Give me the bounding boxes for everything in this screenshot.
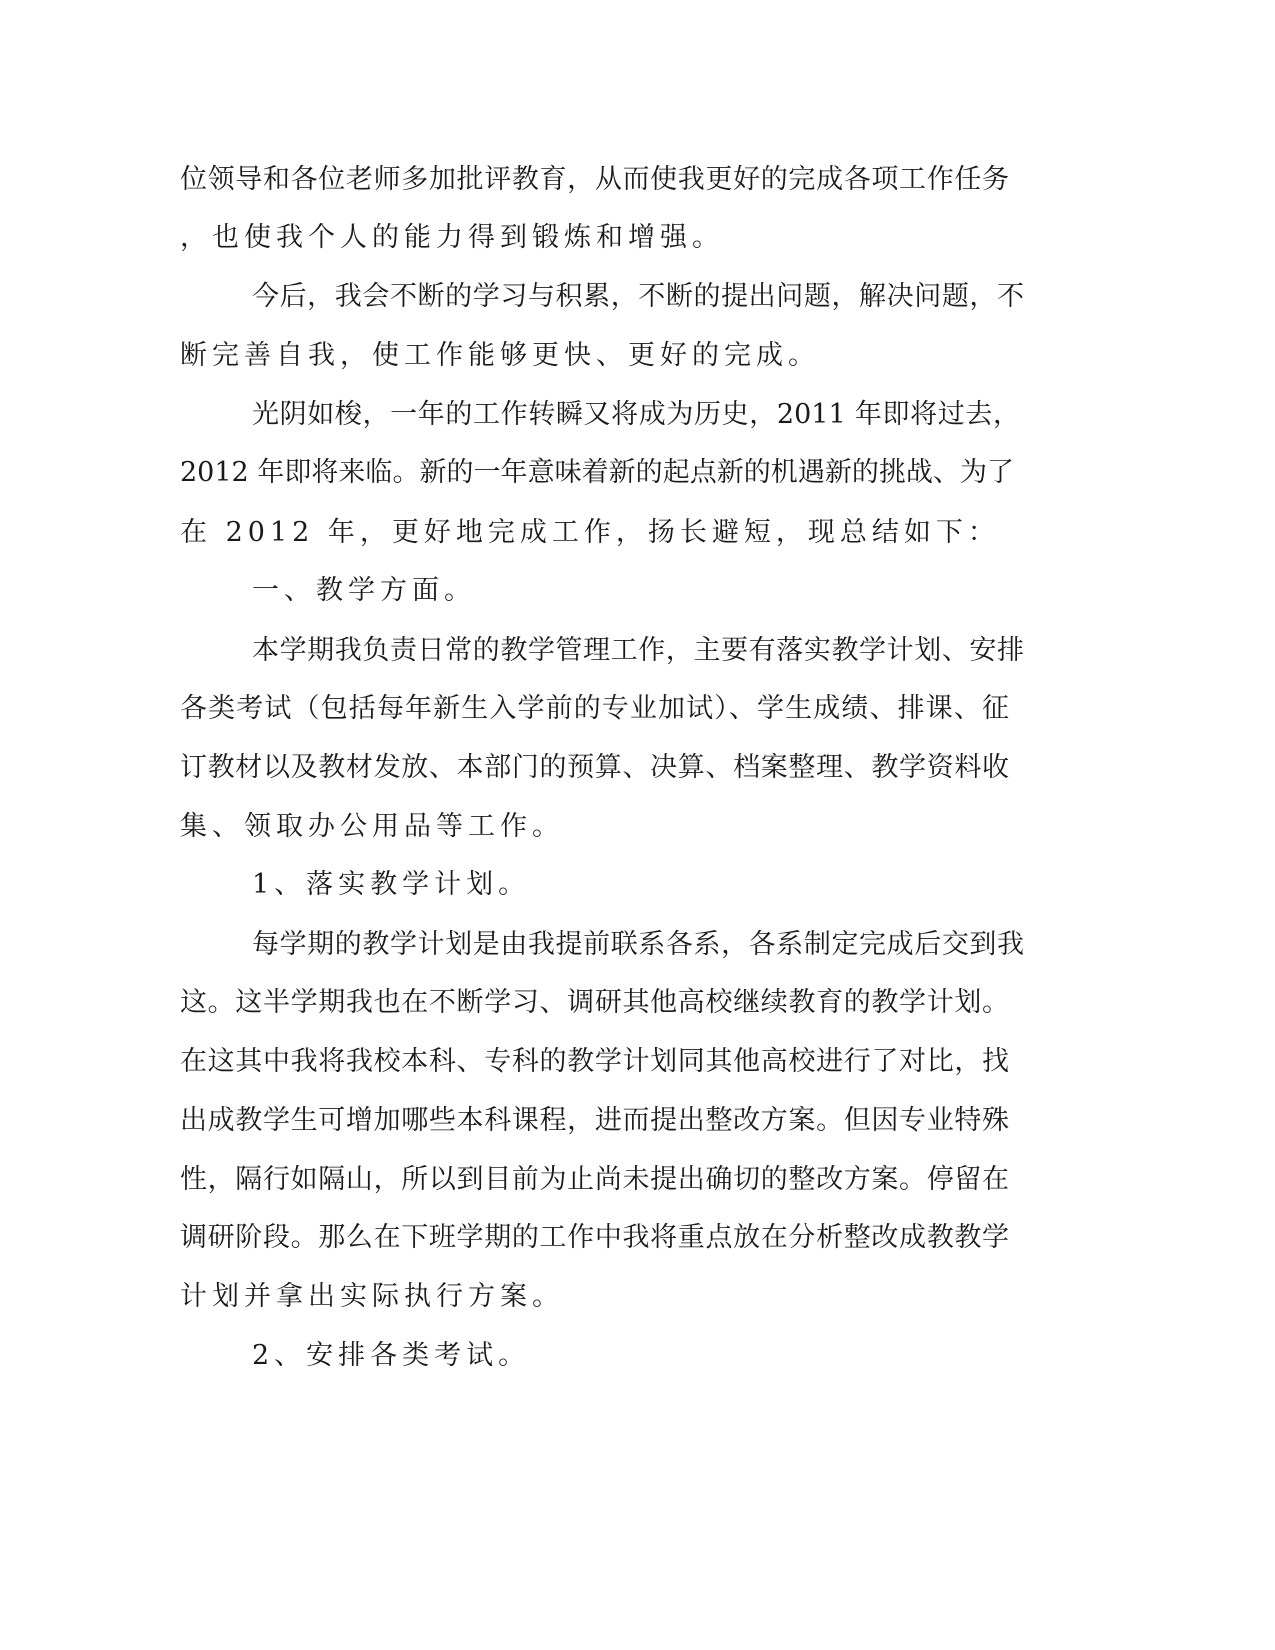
paragraph-text: 断完善自我，使工作能够更快、更好的完成。 xyxy=(180,340,820,371)
text-line xyxy=(0,1042,1275,1082)
text-line xyxy=(0,748,1275,788)
text-line xyxy=(0,513,1275,553)
paragraph-text: 每学期的教学计划是由我提前联系各系，各系制定完成后交到我 xyxy=(252,929,1024,960)
text-line xyxy=(0,453,1275,493)
section-heading: 一、教学方面。 xyxy=(252,575,476,606)
text-line xyxy=(0,983,1275,1023)
text-line xyxy=(0,1277,1275,1317)
paragraph-text: 这。这半学期我也在不断学习、调研其他高校继续教育的教学计划。 xyxy=(180,987,1009,1018)
subsection-heading: 1、落实教学计划。 xyxy=(252,869,531,900)
text-line xyxy=(0,160,1275,200)
paragraph-text: 在这其中我将我校本科、专科的教学计划同其他高校进行了对比，找 xyxy=(180,1046,1009,1077)
paragraph-text: 性，隔行如隔山，所以到目前为止尚未提出确切的整改方案。停留在 xyxy=(180,1164,1009,1195)
paragraph-text: 各类考试（包括每年新生入学前的专业加试）、学生成绩、排课、征 xyxy=(180,693,1009,724)
text-line xyxy=(0,277,1275,317)
paragraph-text: 调研阶段。那么在下班学期的工作中我将重点放在分析整改成教教学 xyxy=(180,1222,1009,1253)
paragraph-text: 出成教学生可增加哪些本科课程，进而提出整改方案。但因专业特殊 xyxy=(180,1105,1009,1136)
text-line xyxy=(0,1101,1275,1141)
text-line xyxy=(0,689,1275,729)
text-line xyxy=(0,218,1275,258)
text-line xyxy=(0,1336,1275,1376)
text-line xyxy=(0,1218,1275,1258)
text-line xyxy=(0,631,1275,671)
text-line xyxy=(0,865,1275,905)
paragraph-text: 位领导和各位老师多加批评教育，从而使我更好的完成各项工作任务 xyxy=(180,164,1009,195)
paragraph-text: 计划并拿出实际执行方案。 xyxy=(180,1281,564,1312)
paragraph-text: 今后，我会不断的学习与积累，不断的提出问题，解决问题，不 xyxy=(252,281,1024,312)
paragraph-text: 集、领取办公用品等工作。 xyxy=(180,811,564,842)
paragraph-text: 在 2012 年，更好地完成工作，扬长避短，现总结如下： xyxy=(180,517,1000,548)
paragraph-text: ，也使我个人的能力得到锻炼和增强。 xyxy=(180,222,724,253)
text-line xyxy=(0,807,1275,847)
text-line xyxy=(0,571,1275,611)
text-line xyxy=(0,395,1275,435)
paragraph-text: 光阴如梭，一年的工作转瞬又将成为历史，2011 年即将过去， xyxy=(252,399,1020,430)
text-line xyxy=(0,1160,1275,1200)
paragraph-text: 2012 年即将来临。新的一年意味着新的起点新的机遇新的挑战、为了 xyxy=(180,457,1014,488)
paragraph-text: 订教材以及教材发放、本部门的预算、决算、档案整理、教学资料收 xyxy=(180,752,1009,783)
paragraph-text: 本学期我负责日常的教学管理工作，主要有落实教学计划、安排 xyxy=(252,635,1024,666)
text-line xyxy=(0,336,1275,376)
subsection-heading: 2、安排各类考试。 xyxy=(252,1340,531,1371)
text-line xyxy=(0,925,1275,965)
